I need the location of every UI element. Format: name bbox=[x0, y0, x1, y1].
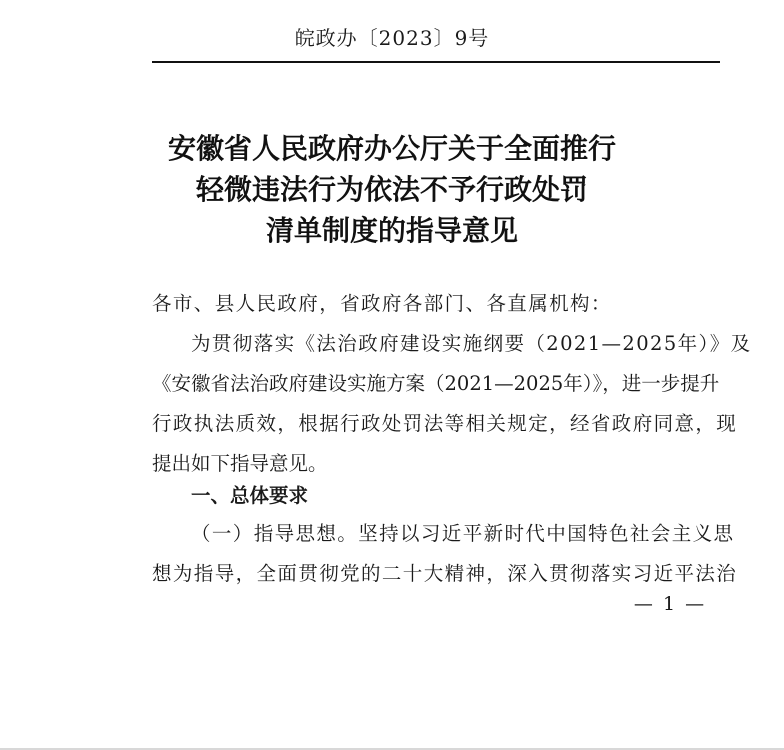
paragraph-line: （一）指导思想。坚持以习近平新时代中国特色社会主义思 bbox=[191, 522, 735, 545]
paragraph-line: 提出如下指导意见。 bbox=[152, 452, 328, 475]
paragraph-line: 想为指导，全面贯彻党的二十大精神，深入贯彻落实习近平法治 bbox=[152, 562, 738, 585]
paragraph-line: 为贯彻落实《法治政府建设实施纲要（2021—2025年）》及 bbox=[191, 332, 752, 355]
title-line-2: 轻微违法行为依法不予行政处罚 bbox=[195, 173, 588, 206]
header-rule bbox=[152, 61, 720, 63]
page-number: — 1 — bbox=[633, 593, 707, 615]
section-heading: 一、总体要求 bbox=[191, 484, 309, 507]
title-line-3: 清单制度的指导意见 bbox=[265, 214, 518, 247]
paragraph-line: 《安徽省法治政府建设实施方案（2021—2025年）》，进一步提升 bbox=[152, 372, 720, 395]
addressee-line: 各市、县人民政府，省政府各部门、各直属机构： bbox=[152, 292, 612, 315]
paragraph-intro bbox=[152, 324, 752, 484]
paragraph-line: 行政执法质效，根据行政处罚法等相关规定，经省政府同意，现 bbox=[152, 412, 738, 435]
document-number: 皖政办〔2023〕9号 bbox=[294, 26, 490, 50]
title-line-1: 安徽省人民政府办公厅关于全面推行 bbox=[167, 132, 616, 165]
document-title bbox=[0, 128, 784, 251]
paragraph-guiding-thought bbox=[152, 514, 738, 594]
